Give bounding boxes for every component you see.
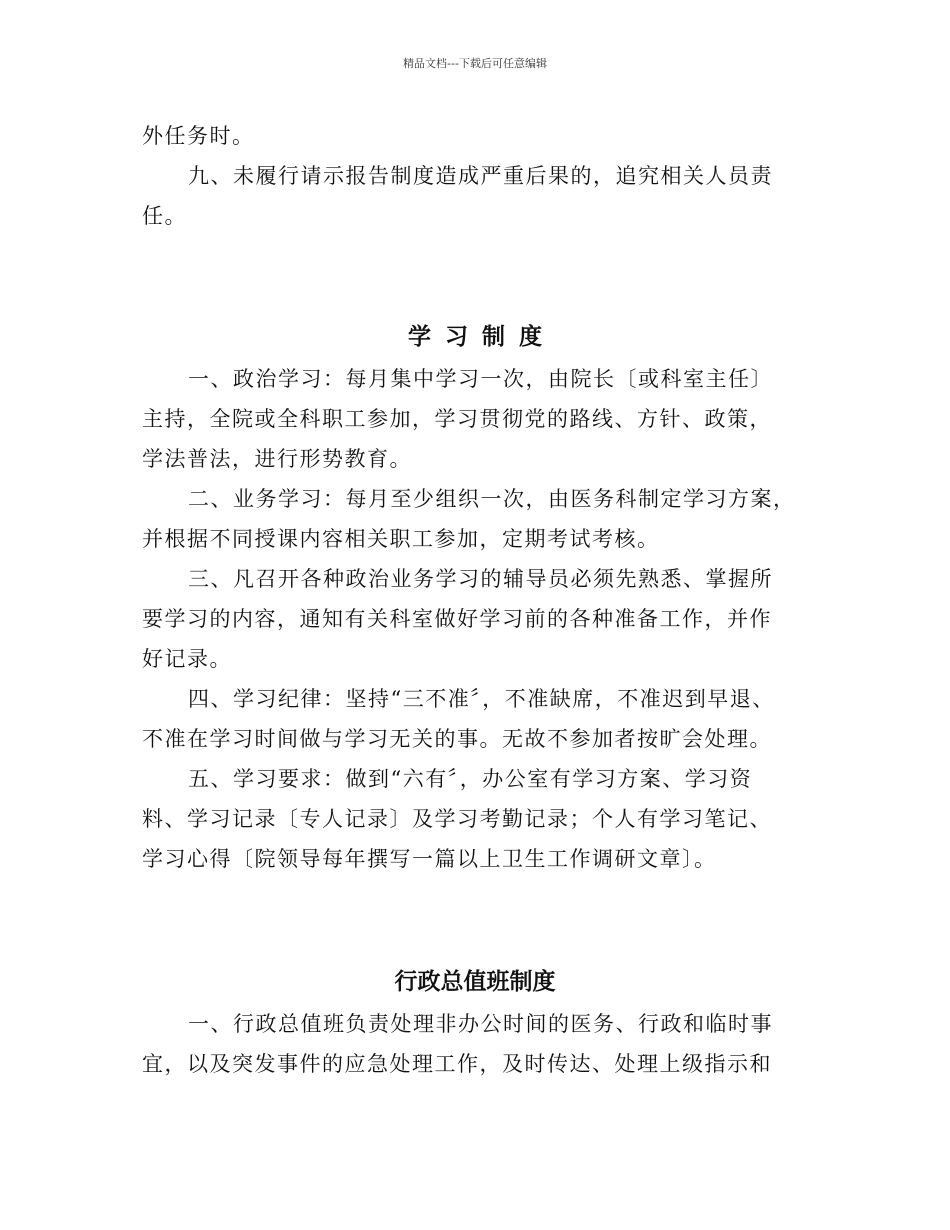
paragraph-line: 宜，以及突发事件的应急处理工作，及时传达、处理上级指示和	[142, 1052, 772, 1076]
paragraph-line: 三、凡召开各种政治业务学习的辅导员必须先熟悉、掌握所	[188, 567, 773, 591]
paragraph-line: 二、业务学习：每月至少组织一次，由医务科制定学习方案，	[188, 487, 796, 511]
paragraph-line: 任。	[142, 204, 187, 228]
section-title-duty: 行政总值班制度	[394, 969, 556, 995]
paragraph-line: 一、政治学习：每月集中学习一次，由院长〔或科室主任〕	[188, 367, 773, 391]
paragraph-line: 外任务时。	[142, 124, 255, 148]
paragraph-line: 四、学习纪律：坚持“三不准〞，不准缺席，不准迟到早退、	[188, 687, 775, 711]
paragraph-line: 要学习的内容，通知有关科室做好学习前的各种准备工作，并作	[142, 607, 772, 631]
section-title-study: 学习制度	[408, 324, 556, 350]
paragraph-line: 一、行政总值班负责处理非办公时间的医务、行政和临时事	[188, 1012, 773, 1036]
paragraph-line: 不准在学习时间做与学习无关的事。无故不参加者按旷会处理。	[142, 727, 772, 751]
paragraph-line: 好记录。	[142, 647, 232, 671]
paragraph-line: 九、未履行请示报告制度造成严重后果的，追究相关人员责	[188, 164, 773, 188]
paragraph-line: 并根据不同授课内容相关职工参加，定期考试考核。	[142, 527, 660, 551]
paragraph-line: 学习心得〔院领导每年撰写一篇以上卫生工作调研文章〕。	[142, 847, 717, 871]
paragraph-line: 料、学习记录〔专人记录〕及学习考勤记录；个人有学习笔记、	[142, 807, 772, 831]
paragraph-line: 主持，全院或全科职工参加，学习贯彻党的路线、方针、政策，	[142, 407, 772, 431]
paragraph-line: 五、学习要求：做到“六有〞，办公室有学习方案、学习资	[188, 767, 753, 791]
page-header: 精品文档---下载后可任意编辑	[403, 57, 547, 70]
paragraph-line: 学法普法，进行形势教育。	[142, 447, 412, 471]
